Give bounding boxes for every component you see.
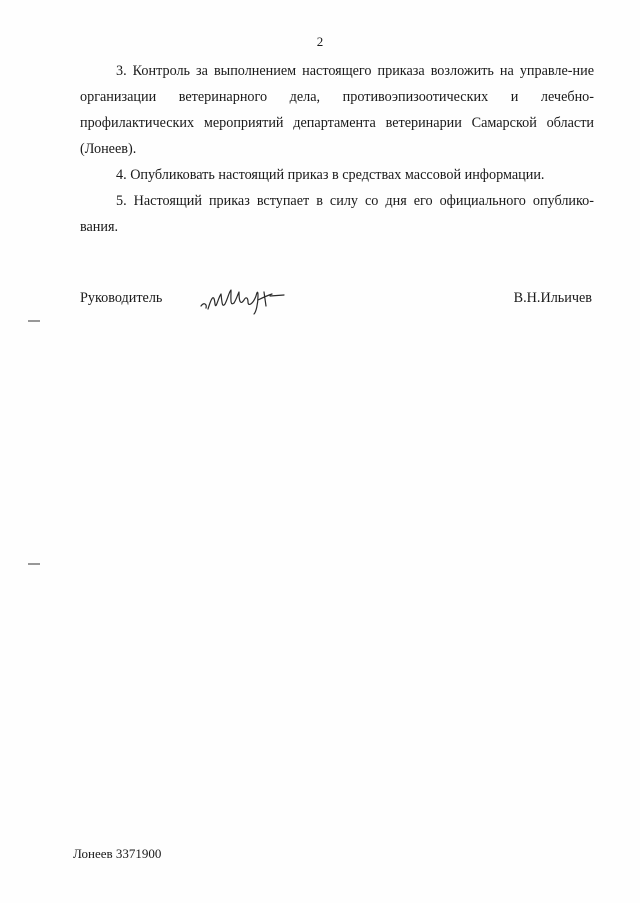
signature-block — [80, 288, 592, 318]
margin-tick-mark — [28, 563, 40, 565]
executor-contact: Лонеев 3371900 — [73, 846, 162, 861]
signatory-name: В.Н.Ильичев — [513, 290, 592, 306]
paragraph-control: 3. Контроль за выполнением настоящего приказа возложить на управле-ние организации ветеринарного дела, противоэпизоотических и лечебно-профилактических мероприятий департамента ветеринарии Самарской области (Лонеев). — [80, 63, 594, 157]
paragraph-publish: 4. Опубликовать настоящий приказ в средствах массовой информации. — [116, 167, 545, 183]
paragraph-effective: 5. Настоящий приказ вступает в силу со дня его официального опублико-вания. — [80, 193, 594, 235]
document-body — [80, 58, 594, 240]
margin-tick-mark — [28, 320, 40, 322]
handwritten-signature — [198, 282, 288, 316]
signatory-position: Руководитель — [80, 290, 163, 306]
page-number: 2 — [316, 34, 324, 49]
